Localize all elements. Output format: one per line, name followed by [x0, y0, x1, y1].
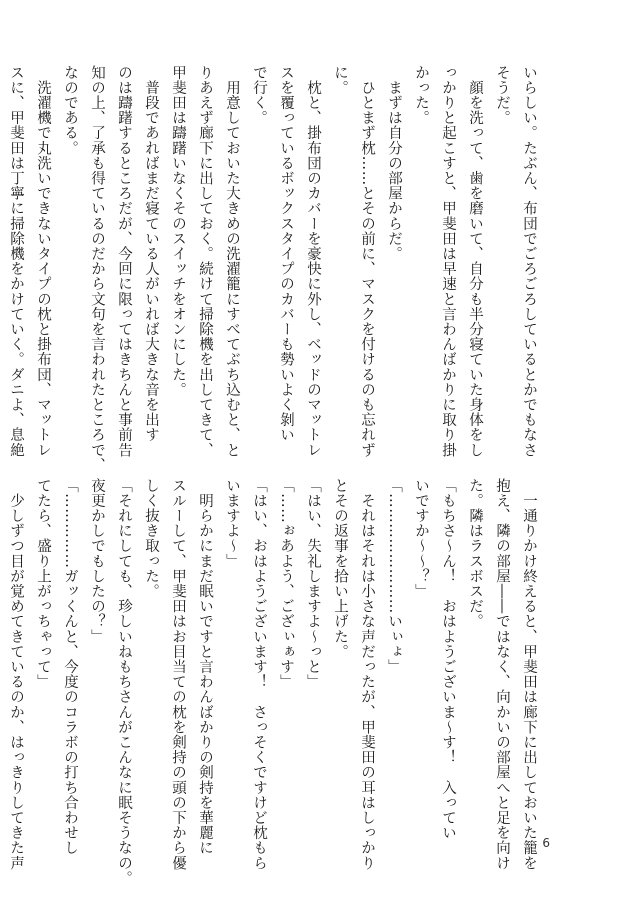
top-text-column: に。 — [332, 65, 348, 96]
bottom-text-column: 「……………ガッくんと、今度のコラボの打ち合わせし — [62, 478, 78, 856]
bottom-text-column: それはそれは小さな声だったが、甲斐田の耳はしっかり — [359, 478, 375, 871]
bottom-text-block — [8, 478, 542, 886]
top-text-column: まずは自分の部屋からだ。 — [386, 65, 402, 262]
top-text-column: 普段であればまだ寝ている人がいれば大きな音を出す — [143, 65, 159, 443]
bottom-text-column: 「もちさ～ん！ おはようございま～す！ 入ってい — [440, 478, 456, 841]
top-text-column: いらしい。たぶん、布団でごろごろしているとかでもなさ — [521, 65, 537, 458]
bottom-text-column: 「……ぉあよう、ござぃぁす」 — [278, 478, 294, 690]
bottom-text-column: 明らかにまだ眠いですと言わんばかりの剣持を華麗に — [197, 478, 213, 856]
bottom-text-column: 一通りかけ終えると、甲斐田は廊下に出しておいた籠を — [521, 478, 537, 871]
top-text-column: なのである。 — [62, 65, 78, 156]
bottom-text-column: 「それにしても、珍しいねもちさんがこんなに眠そうなの。 — [116, 478, 132, 886]
top-text-column: かった。 — [413, 65, 429, 126]
top-text-column: っかりと起こすと、甲斐田は早速と言わんばかりに取り掛 — [440, 65, 456, 458]
top-text-block — [8, 65, 542, 473]
top-text-column: スに、甲斐田は丁寧に掃除機をかけていく。ダニよ、息絶 — [8, 65, 24, 458]
bottom-text-column: 少しずつ目が覚めてきているのか、はっきりしてきた声 — [8, 478, 24, 871]
top-text-column: そうだ。 — [494, 65, 510, 126]
top-text-column: 洗濯機で丸洗いできないタイプの枕と掛布団、マットレ — [35, 65, 51, 458]
bottom-text-column: た。隣はラスボスだ。 — [467, 478, 483, 629]
page-number: 6 — [542, 836, 550, 850]
top-text-column: ひとまず枕……とその前に、マスクを付けるのも忘れず — [359, 65, 375, 458]
top-text-column: りあえず廊下に出しておく。続けて掃除機を出してきて、 — [197, 65, 213, 458]
bottom-text-column: 「はい、おはようございます！ さっそくですけど枕もら — [251, 478, 267, 871]
top-text-column: 知の上、了承も得ているのだから文句を言われたところで、 — [89, 65, 105, 473]
bottom-text-column: てたら、盛り上がっちゃって」 — [35, 478, 51, 690]
bottom-text-column: 「はい、失礼しますよ～っと」 — [305, 478, 321, 690]
bottom-text-column: いますよ～」 — [224, 478, 240, 569]
top-text-column: 甲斐田は躊躇いなくそのスイッチをオンにした。 — [170, 65, 186, 398]
top-text-column: 用意しておいた大きめの洗濯籠にすべてぶち込むと、と — [224, 65, 240, 458]
top-text-column: のは躊躇するところだが、今回に限ってはきちんと事前告 — [116, 65, 132, 458]
bottom-text-column: とその返事を拾い上げた。 — [332, 478, 348, 660]
bottom-text-column: 「……………………いぃょ」 — [386, 478, 402, 675]
bottom-text-column: いですか～～？」 — [413, 478, 429, 599]
bottom-text-column: しく抜き取った。 — [143, 478, 159, 599]
bottom-text-column: スルーして、甲斐田はお目当ての枕を剣持の頭の下から優 — [170, 478, 186, 871]
top-text-column: 枕と、掛布団のカバーを豪快に外し、ベッドのマットレ — [305, 65, 321, 458]
top-text-column: スを覆っているボックスタイプのカバーも勢いよく剝い — [278, 65, 294, 443]
bottom-text-column — [0, 478, 2, 823]
bottom-text-column: 夜更かしでもしたの？」 — [89, 478, 105, 645]
top-text-column: で行く。 — [251, 65, 267, 126]
top-text-column: 顔を洗って、歯を磨いて、自分も半分寝ていた身体をし — [467, 65, 483, 458]
bottom-text-column: 抱え、隣の部屋――ではなく、向かいの部屋へと足を向け — [494, 478, 510, 871]
